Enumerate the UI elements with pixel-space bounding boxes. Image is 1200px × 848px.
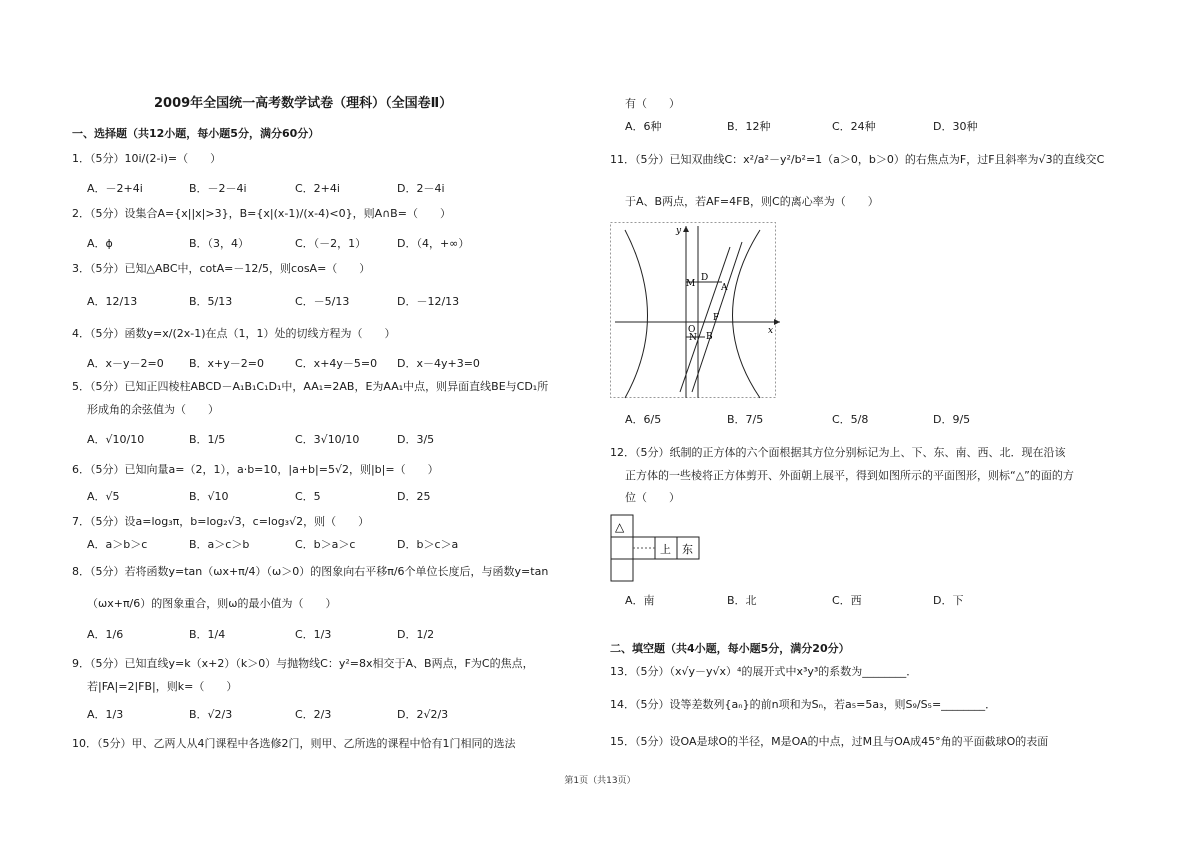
q12-option-d: D．下 bbox=[933, 594, 964, 607]
question-3: 3．（5分）已知△ABC中，cotA=－12/5，则cosA=（ ） bbox=[72, 262, 371, 275]
question-2: 2．（5分）设集合A={x||x|>3}，B={x|(x-1)/(x-4)<0}，则A∩B=（ ） bbox=[72, 207, 451, 220]
question-9-cont: 若|FA|=2|FB|，则k=（ ） bbox=[87, 680, 238, 693]
q5-option-d: D．3/5 bbox=[397, 433, 435, 446]
hyperbola-right-branch bbox=[733, 230, 761, 398]
q11-option-c: C．5/8 bbox=[832, 413, 869, 426]
question-12: 12．（5分）纸制的正方体的六个面根据其方位分别标记为上、下、东、南、西、北．现在沿该 bbox=[610, 446, 1066, 459]
asymptote bbox=[680, 247, 730, 392]
q8-option-c: C．1/3 bbox=[295, 628, 332, 641]
question-5: 5．（5分）已知正四棱柱ABCD－A₁B₁C₁D₁中，AA₁=2AB，E为AA₁中点，则异面直线BE与CD₁所 bbox=[72, 380, 549, 393]
hyperbola-figure bbox=[610, 222, 785, 402]
question-11: 11．（5分）已知双曲线C：x²/a²－y²/b²=1（a＞0，b＞0）的右焦点为F，过F且斜率为√3的直线交C bbox=[610, 153, 1105, 166]
hyperbola-left-branch bbox=[625, 230, 648, 398]
y-axis-arrow bbox=[683, 226, 689, 232]
q3-option-d: D．－12/13 bbox=[397, 295, 460, 308]
q5-option-c: C．3√10/10 bbox=[295, 433, 360, 446]
net-cell-3 bbox=[611, 559, 633, 581]
q10-option-c: C．24种 bbox=[832, 120, 876, 133]
q10-option-a: A．6种 bbox=[625, 120, 662, 133]
label-m: M bbox=[686, 279, 696, 289]
figure-frame bbox=[611, 223, 776, 398]
q12-option-c: C．西 bbox=[832, 594, 862, 607]
q2-option-c: C．（－2，1） bbox=[295, 237, 367, 250]
q8-option-a: A．1/6 bbox=[87, 628, 124, 641]
cube-net-figure bbox=[610, 514, 720, 584]
q6-option-c: C．5 bbox=[295, 490, 321, 503]
question-10: 10．（5分）甲、乙两人从4门课程中各选修2门，则甲、乙所选的课程中恰有1门相同的选法 bbox=[72, 737, 516, 750]
net-label-tri: △ bbox=[615, 520, 625, 534]
label-d: D bbox=[701, 273, 709, 283]
question-14: 14．（5分）设等差数列{aₙ}的前n项和为Sₙ，若a₅=5a₃，则S₉/S₅=________． bbox=[610, 698, 997, 711]
q10-option-b: B．12种 bbox=[727, 120, 771, 133]
q10-option-d: D．30种 bbox=[933, 120, 978, 133]
q1-option-b: B．－2－4i bbox=[189, 182, 247, 195]
q7-option-c: C．b＞a＞c bbox=[295, 538, 356, 551]
q3-option-c: C．－5/13 bbox=[295, 295, 350, 308]
q6-option-b: B．√10 bbox=[189, 490, 229, 503]
question-5-cont: 形成角的余弦值为（ ） bbox=[87, 403, 219, 416]
question-12-cont2: 位（ ） bbox=[625, 491, 680, 504]
q7-option-d: D．b＞c＞a bbox=[397, 538, 459, 551]
q6-option-a: A．√5 bbox=[87, 490, 120, 503]
q2-option-a: A．ϕ bbox=[87, 237, 113, 250]
q11-option-a: A．6/5 bbox=[625, 413, 662, 426]
label-n: N bbox=[689, 333, 697, 343]
q11-option-d: D．9/5 bbox=[933, 413, 971, 426]
label-f: F bbox=[713, 313, 720, 323]
q12-option-a: A．南 bbox=[625, 594, 655, 607]
question-1: 1．（5分）10i/(2-i)=（ ） bbox=[72, 152, 222, 165]
q4-option-a: A．x－y－2=0 bbox=[87, 357, 164, 370]
label-x: x bbox=[768, 326, 774, 336]
question-9: 9．（5分）已知直线y=k（x+2）（k＞0）与抛物线C：y²=8x相交于A、B两点，F为C的焦点， bbox=[72, 657, 534, 670]
net-cell-2 bbox=[611, 537, 633, 559]
q2-option-d: D．（4，+∞） bbox=[397, 237, 470, 250]
q1-option-c: C．2+4i bbox=[295, 182, 340, 195]
question-10-cont: 有（ ） bbox=[625, 97, 680, 110]
q9-option-d: D．2√2/3 bbox=[397, 708, 449, 721]
q4-option-b: B．x+y－2=0 bbox=[189, 357, 264, 370]
q6-option-d: D．25 bbox=[397, 490, 431, 503]
page-title: 2009年全国统一高考数学试卷（理科）（全国卷Ⅱ） bbox=[154, 96, 453, 111]
q7-option-a: A．a＞b＞c bbox=[87, 538, 148, 551]
question-11-cont: 于A、B两点，若AF=4FB，则C的离心率为（ ） bbox=[625, 195, 879, 208]
label-a: A bbox=[721, 283, 728, 293]
q1-option-a: A．－2+4i bbox=[87, 182, 143, 195]
q9-option-c: C．2/3 bbox=[295, 708, 332, 721]
label-y: y bbox=[676, 226, 682, 236]
question-8: 8．（5分）若将函数y=tan（ωx+π/4）（ω＞0）的图象向右平移π/6个单位长度后，与函数y=tan bbox=[72, 565, 549, 578]
question-7: 7．（5分）设a=log₃π，b=log₂√3，c=log₃√2，则（ ） bbox=[72, 515, 370, 528]
question-12-cont: 正方体的一些棱将正方体剪开、外面朝上展平，得到如图所示的平面图形，则标“△”的面的方 bbox=[625, 469, 1074, 482]
page-footer: 第1页（共13页） bbox=[564, 776, 636, 786]
question-15: 15．（5分）设OA是球O的半径，M是OA的中点，过M且与OA成45°角的平面截球O的表面 bbox=[610, 735, 1049, 748]
q2-option-b: B．（3，4） bbox=[189, 237, 250, 250]
q12-option-b: B．北 bbox=[727, 594, 757, 607]
q11-option-b: B．7/5 bbox=[727, 413, 764, 426]
label-b: B bbox=[706, 332, 713, 342]
question-6: 6．（5分）已知向量a=（2，1），a·b=10，|a+b|=5√2，则|b|=（ ） bbox=[72, 463, 439, 476]
q3-option-b: B．5/13 bbox=[189, 295, 233, 308]
q9-option-b: B．√2/3 bbox=[189, 708, 233, 721]
q8-option-d: D．1/2 bbox=[397, 628, 435, 641]
q5-option-a: A．√10/10 bbox=[87, 433, 145, 446]
label-o: O bbox=[688, 325, 696, 335]
q7-option-b: B．a＞c＞b bbox=[189, 538, 250, 551]
question-8-cont: （ωx+π/6）的图象重合，则ω的最小值为（ ） bbox=[87, 597, 337, 610]
q4-option-c: C．x+4y－5=0 bbox=[295, 357, 378, 370]
q5-option-b: B．1/5 bbox=[189, 433, 226, 446]
x-axis-arrow bbox=[774, 319, 780, 325]
net-label-up: 上 bbox=[660, 543, 671, 556]
q1-option-d: D．2－4i bbox=[397, 182, 445, 195]
q9-option-a: A．1/3 bbox=[87, 708, 124, 721]
question-13: 13．（5分）（x√y－y√x）⁴的展开式中x³y³的系数为________． bbox=[610, 665, 918, 678]
section-choice-heading: 一、选择题（共12小题，每小题5分，满分60分） bbox=[72, 127, 320, 140]
question-4: 4．（5分）函数y=x/(2x-1)在点（1，1）处的切线方程为（ ） bbox=[72, 327, 396, 340]
q8-option-b: B．1/4 bbox=[189, 628, 226, 641]
net-label-east: 东 bbox=[682, 543, 693, 556]
section-fill-heading: 二、填空题（共4小题，每小题5分，满分20分） bbox=[610, 642, 850, 655]
q3-option-a: A．12/13 bbox=[87, 295, 138, 308]
q4-option-d: D．x－4y+3=0 bbox=[397, 357, 480, 370]
